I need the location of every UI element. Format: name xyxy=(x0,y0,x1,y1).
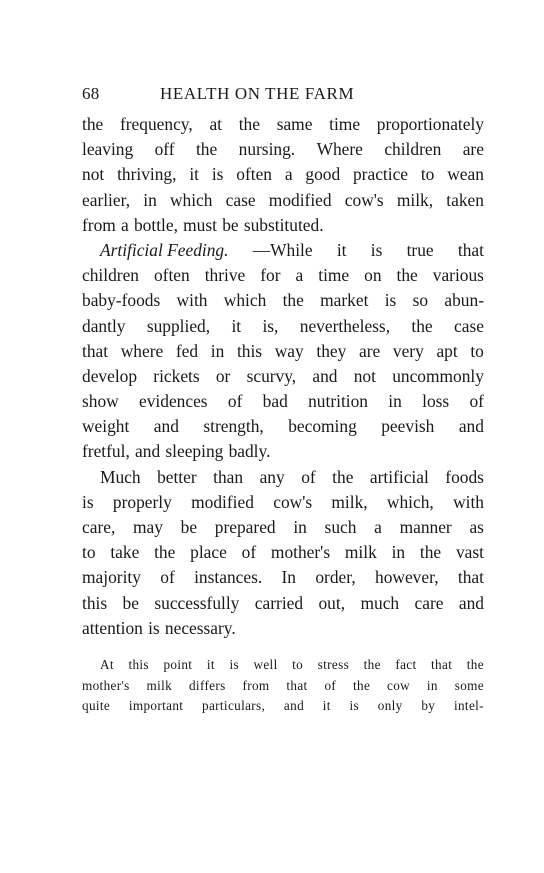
text-word: order, xyxy=(315,567,356,588)
paragraph-3 xyxy=(82,465,484,641)
text-word: practice xyxy=(352,164,409,185)
text-line xyxy=(82,238,484,263)
text-word: in xyxy=(293,517,307,537)
text-word: to xyxy=(470,340,484,361)
text-word: to xyxy=(292,656,304,672)
text-word: often xyxy=(236,164,272,185)
text-word: and xyxy=(458,592,484,613)
text-word: fretful, xyxy=(82,441,130,462)
text-line xyxy=(82,655,484,676)
text-word: important xyxy=(128,698,184,714)
text-word: is xyxy=(82,491,94,512)
text-word: cow xyxy=(387,677,411,693)
text-line xyxy=(82,137,484,162)
text-word: be xyxy=(180,517,198,537)
text-word: that xyxy=(82,340,109,361)
text-word: with xyxy=(176,290,208,311)
text-word: develop xyxy=(82,365,138,386)
text-word: true xyxy=(406,239,434,260)
text-word: fact xyxy=(395,656,417,672)
text-word: particulars, xyxy=(202,698,266,714)
text-word: very xyxy=(392,340,424,361)
text-word: in xyxy=(388,391,402,412)
book-page xyxy=(82,84,484,717)
text-word: often xyxy=(153,265,190,286)
text-word: leaving xyxy=(82,139,134,160)
text-word: necessary. xyxy=(164,617,236,638)
text-word: rickets xyxy=(153,365,200,386)
text-word: better xyxy=(157,466,197,487)
text-word: intel- xyxy=(453,698,484,714)
text-word: that xyxy=(457,567,484,588)
text-word: majority xyxy=(82,567,141,588)
text-word: care xyxy=(414,592,444,613)
text-word: a xyxy=(284,164,293,185)
text-word: milk xyxy=(344,542,377,563)
text-word: foods xyxy=(445,466,484,487)
text-word: the xyxy=(332,466,354,487)
text-word: mother's xyxy=(82,677,130,693)
text-line xyxy=(82,676,484,697)
text-line xyxy=(82,188,484,213)
text-word: by xyxy=(421,698,436,714)
text-word: case xyxy=(454,315,484,336)
text-word: for xyxy=(260,265,281,286)
text-word: is xyxy=(211,164,224,185)
text-word: that xyxy=(431,656,453,672)
text-word: well xyxy=(253,656,278,672)
section-run-in-heading: Artificial Feeding. xyxy=(100,239,229,260)
text-word: market xyxy=(320,290,369,311)
text-word: dantly xyxy=(82,315,126,336)
text-word: is, xyxy=(262,315,279,336)
text-word: is xyxy=(384,290,397,311)
text-word: of xyxy=(227,391,243,412)
text-word: loss xyxy=(422,391,450,412)
text-line xyxy=(82,263,484,288)
text-line xyxy=(82,213,484,238)
text-word: becoming xyxy=(288,416,357,437)
text-word: or xyxy=(215,365,231,386)
text-word: instances. xyxy=(194,567,263,588)
text-word: which xyxy=(223,290,267,311)
text-line xyxy=(82,364,484,389)
text-word: in xyxy=(210,340,225,361)
text-word: place xyxy=(190,542,227,563)
text-line xyxy=(82,288,484,313)
text-word: abun- xyxy=(444,290,484,311)
text-word: prepared xyxy=(214,517,276,537)
text-word: it xyxy=(206,656,215,672)
text-line xyxy=(82,439,484,464)
text-word: modified xyxy=(191,491,254,512)
text-word: of xyxy=(160,567,175,588)
text-word: this xyxy=(236,340,263,361)
text-word: artificial xyxy=(369,466,429,487)
text-word: scurvy, xyxy=(246,365,297,386)
text-word: Where xyxy=(316,139,363,160)
paragraph-2 xyxy=(82,238,484,465)
text-line xyxy=(82,490,484,515)
text-word: attention xyxy=(82,617,143,638)
text-word: with xyxy=(453,491,484,512)
text-line xyxy=(82,112,484,137)
text-word: it xyxy=(336,239,347,260)
text-word: the xyxy=(419,542,442,563)
text-word: are xyxy=(358,340,381,361)
text-word: of xyxy=(301,466,316,487)
text-word: much xyxy=(360,592,400,613)
text-word: time xyxy=(318,265,350,286)
text-word: apt xyxy=(436,340,458,361)
text-word: care, xyxy=(82,517,116,537)
text-word: carried xyxy=(254,592,304,613)
text-word: cow's xyxy=(273,491,313,512)
text-word: milk, xyxy=(331,491,368,512)
text-word: properly xyxy=(112,491,172,512)
text-word: the xyxy=(282,290,304,311)
text-word: it xyxy=(189,164,199,185)
text-word: the xyxy=(154,542,176,563)
text-word: any xyxy=(259,466,285,487)
text-word: nutrition xyxy=(308,391,368,412)
text-word: to xyxy=(420,164,435,185)
text-word: stress xyxy=(317,656,350,672)
text-word: sleeping xyxy=(165,441,224,462)
text-line xyxy=(82,314,484,339)
text-word: so xyxy=(412,290,429,311)
text-line xyxy=(82,414,484,439)
text-word: same xyxy=(276,114,313,134)
text-word: differs xyxy=(188,677,226,693)
text-word: substituted. xyxy=(243,214,324,235)
text-word: to xyxy=(82,542,96,563)
text-word: off xyxy=(154,139,175,160)
text-word: be xyxy=(222,214,239,235)
text-word: that xyxy=(286,677,308,693)
text-word: the xyxy=(195,139,218,160)
text-line xyxy=(82,339,484,364)
text-word: the xyxy=(352,677,371,693)
text-word: be xyxy=(122,592,139,613)
text-word: children xyxy=(82,265,139,286)
text-word: not xyxy=(353,365,376,386)
text-word: as xyxy=(469,517,484,537)
text-word: is xyxy=(370,239,383,260)
text-word: badly. xyxy=(228,441,271,462)
text-word: the xyxy=(396,265,418,286)
text-word: bad xyxy=(262,391,288,412)
text-word: strength, xyxy=(203,416,264,437)
text-word: modified xyxy=(268,189,332,210)
text-word: vast xyxy=(455,542,484,563)
text-word: weight xyxy=(82,416,130,437)
text-word: from xyxy=(82,214,116,235)
text-line xyxy=(82,591,484,616)
text-word: this xyxy=(128,656,149,672)
text-word: the xyxy=(411,315,433,336)
text-word: on xyxy=(364,265,382,286)
text-word: in xyxy=(426,677,438,693)
text-word: proportionately xyxy=(376,114,484,134)
text-word: and xyxy=(458,416,484,437)
text-word: the xyxy=(466,656,484,672)
text-word: good xyxy=(305,164,341,185)
text-line xyxy=(82,389,484,414)
text-line xyxy=(82,696,484,717)
text-word: in xyxy=(143,189,157,210)
text-word: cow's xyxy=(344,189,384,210)
text-line xyxy=(82,540,484,565)
text-word: —While xyxy=(252,239,313,260)
text-word: at xyxy=(209,114,222,134)
text-word: and xyxy=(153,416,179,437)
body-text xyxy=(82,112,484,641)
running-title: HEALTH ON THE FARM xyxy=(160,84,355,103)
text-word: supplied, xyxy=(146,315,211,336)
text-word: where xyxy=(120,340,164,361)
text-word: a xyxy=(121,214,129,235)
text-word: the xyxy=(363,656,381,672)
paragraph-1 xyxy=(82,112,484,238)
text-word: must xyxy=(183,214,217,235)
text-word: fed xyxy=(175,340,199,361)
text-word: the xyxy=(238,114,260,134)
text-word: mother's xyxy=(270,542,331,563)
text-word: may xyxy=(133,517,163,537)
text-word: various xyxy=(432,265,484,286)
text-word: successfully xyxy=(154,592,240,613)
text-word: peevish xyxy=(381,416,435,437)
text-word: point xyxy=(163,656,193,672)
text-word: is xyxy=(148,617,160,638)
text-word: thrive xyxy=(204,265,246,286)
text-word: are xyxy=(462,139,484,160)
text-line xyxy=(82,616,484,641)
text-word: uncommonly xyxy=(392,365,484,386)
text-word: way xyxy=(274,340,304,361)
text-word: show xyxy=(82,391,119,412)
text-word: in xyxy=(391,542,406,563)
text-word: of xyxy=(469,391,484,412)
running-head xyxy=(82,84,484,110)
page-number: 68 xyxy=(82,84,100,103)
text-word: take xyxy=(110,542,140,563)
text-word: a xyxy=(295,265,304,286)
text-word: than xyxy=(213,466,244,487)
text-word: and xyxy=(312,365,338,386)
small-print-paragraph xyxy=(82,655,484,717)
text-word: and xyxy=(283,698,305,714)
text-word: milk xyxy=(146,677,173,693)
text-word: is xyxy=(229,656,239,672)
text-word: evidences xyxy=(139,391,208,412)
text-word: children xyxy=(384,139,442,160)
text-word: In xyxy=(281,567,297,588)
text-line xyxy=(82,162,484,187)
text-word: quite xyxy=(82,698,111,714)
text-word: not xyxy=(82,164,105,185)
text-word: a xyxy=(374,517,382,537)
text-word: from xyxy=(242,677,270,693)
text-word: which, xyxy=(386,491,434,512)
text-word: the xyxy=(82,114,104,134)
text-word: of xyxy=(241,542,257,563)
text-word: thriving, xyxy=(117,164,177,185)
text-word: that xyxy=(457,239,484,260)
text-word: it xyxy=(231,315,242,336)
text-word: only xyxy=(377,698,403,714)
text-word: earlier, xyxy=(82,189,131,210)
text-word: wean xyxy=(447,164,484,185)
text-word: they xyxy=(316,340,347,361)
text-word: taken xyxy=(446,189,484,210)
text-word: some xyxy=(454,677,484,693)
text-line xyxy=(82,565,484,590)
text-word: however, xyxy=(375,567,439,588)
text-word: time xyxy=(329,114,361,134)
text-word: bottle, xyxy=(133,214,178,235)
text-word: which xyxy=(169,189,213,210)
text-word: baby-foods xyxy=(82,290,161,311)
text-word: nevertheless, xyxy=(299,315,391,336)
text-line xyxy=(82,515,484,540)
text-word: and xyxy=(135,441,161,462)
text-word: it xyxy=(322,698,331,714)
text-word: such xyxy=(324,517,357,537)
text-word: milk, xyxy=(396,189,434,210)
text-word: this xyxy=(82,592,108,613)
text-word: manner xyxy=(399,517,452,537)
text-line xyxy=(82,465,484,490)
text-word: nursing. xyxy=(238,139,296,160)
text-word: case xyxy=(225,189,256,210)
text-word: of xyxy=(324,677,337,693)
text-word: Much xyxy=(100,466,141,487)
text-word: out, xyxy=(318,592,346,613)
text-word: At xyxy=(100,656,114,672)
text-word: is xyxy=(349,698,360,714)
text-word: frequency, xyxy=(119,114,193,134)
